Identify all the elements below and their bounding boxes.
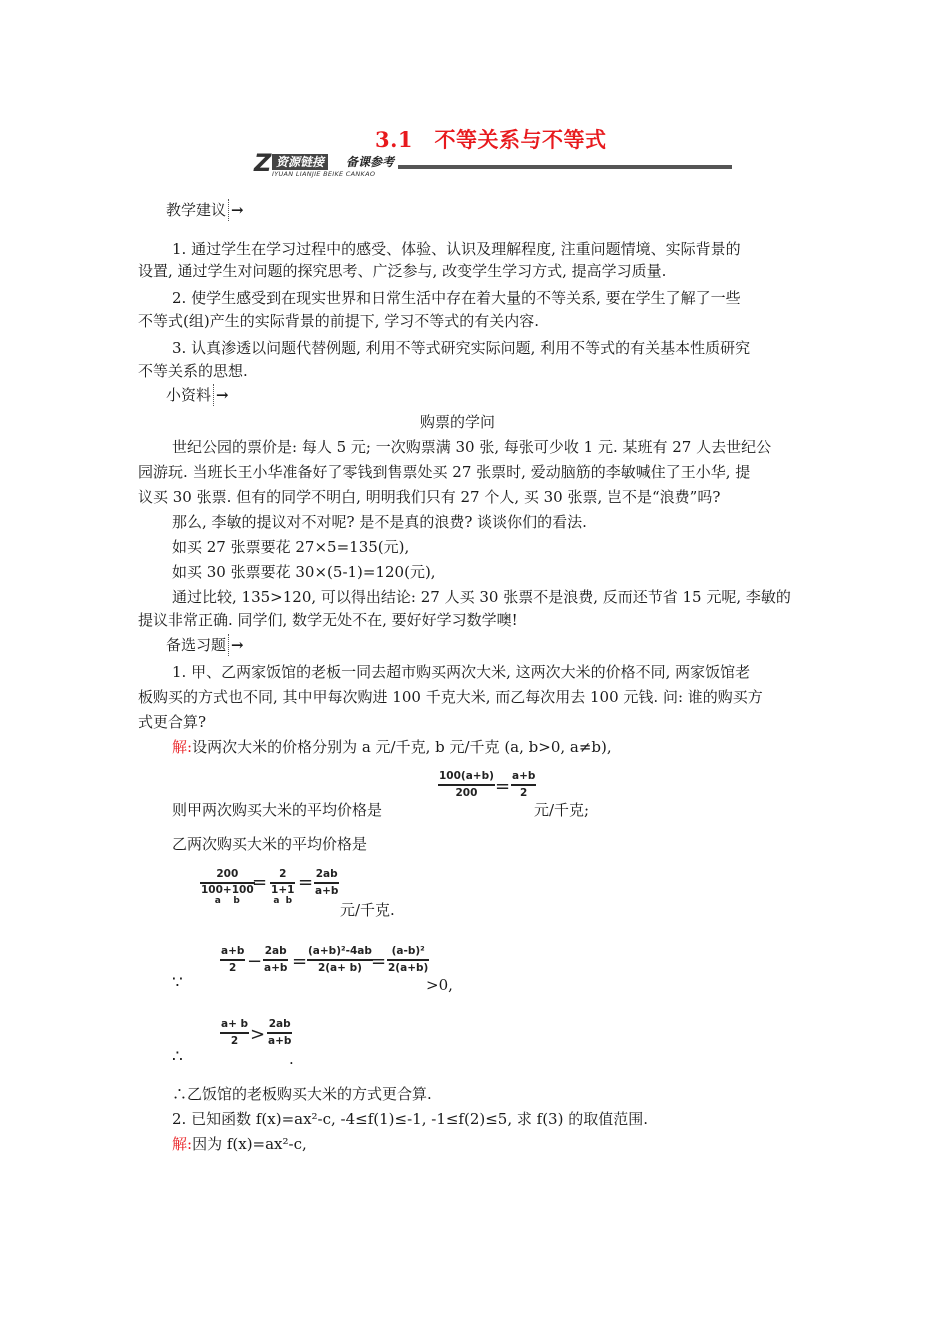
equals-sign: = [252, 872, 268, 893]
numerator: (a-b)² [391, 945, 425, 957]
problem-2: 2. 已知函数 f(x)=ax²-c, -4≤f(1)≤-1, -1≤f(2)≤5, 求 f(3) 的取值范围. [172, 1110, 648, 1128]
conclusion: ∴乙饭馆的老板购买大米的方式更合算. [172, 1085, 432, 1103]
problem-1-line: 1. 甲、乙两家饭馆的老板一同去超市购买两次大米, 这两次大米的价格不同, 两家饭馆老 [172, 663, 751, 681]
denominator: 2(a+ b) [317, 961, 362, 974]
denominator-vars [270, 896, 295, 906]
avg-price-jia: 则甲两次购买大米的平均价格是 [172, 801, 383, 819]
compound-fraction [270, 868, 295, 906]
info-line: 世纪公园的票价是: 每人 5 元; 一次购票满 30 张, 每张可少收 1 元. 某班有 27 人去世纪公 [172, 438, 772, 456]
teaching-item-3-line-1: 3. 认真渗透以问题代替例题, 利用不等式研究实际问题, 利用不等式的有关基本性质研究 [172, 339, 751, 357]
fraction [263, 945, 288, 975]
numerator: (a+b)²-4ab [308, 945, 372, 957]
part: 1 [287, 883, 295, 896]
banner-subtitle: IYUAN LIANJIE BEIKE CANKAO [272, 170, 376, 178]
problem-1-line: 板购买的方式也不同, 其中甲每次购进 100 千克大米, 而乙每次用去 100 元钱. 问: 谁的购买方 [138, 688, 763, 706]
equals-sign: = [298, 872, 314, 893]
banner-logo-letter: Z [254, 149, 272, 177]
compound-fraction [200, 868, 255, 906]
greater-than-sign: > [250, 1024, 266, 1045]
fraction [220, 945, 245, 975]
info-title: 购票的学问 [420, 413, 496, 431]
fraction-bar [220, 959, 245, 961]
arrow-icon: → [228, 199, 244, 221]
part: a [214, 895, 221, 906]
denominator: a+b [264, 961, 288, 974]
denominator: 2 [230, 1034, 239, 1047]
numerator: a+b [221, 945, 245, 957]
teaching-item-2-line-1: 2. 使学生感受到在现实世界和日常生活中存在着大量的不等关系, 要在学生了解了一些 [172, 289, 741, 307]
teaching-item-1-line-1: 1. 通过学生在学习过程中的感受、体验、认识及理解程度, 注重问题情境、实际背景的 [172, 240, 741, 258]
fraction-bar [387, 959, 429, 961]
part: b [285, 895, 293, 906]
section-banner [248, 151, 732, 177]
fraction-bar [511, 784, 536, 786]
denominator: a+b [268, 1034, 292, 1047]
solution-2-line-1 [172, 1133, 307, 1155]
numerator: 2ab [268, 1018, 291, 1030]
therefore-symbol: ∴ [172, 1047, 183, 1067]
arrow-icon: → [228, 634, 244, 656]
minus-sign: − [247, 951, 263, 972]
fraction [314, 868, 339, 898]
part: b [233, 895, 240, 906]
banner-rule [398, 165, 732, 169]
unit-label: 元/千克; [534, 801, 590, 819]
denominator: 2 [520, 786, 528, 799]
section-heading-exercises [166, 634, 244, 656]
section-label: 小资料 [166, 386, 212, 404]
info-line: 议买 30 张票. 但有的同学不明白, 明明我们只有 27 个人, 买 30 张票, 岂不是“浪费”吗? [138, 488, 721, 506]
greater-than-zero: >0, [426, 976, 453, 994]
numerator: 2 [279, 868, 287, 880]
denominator: 100+100 [201, 883, 254, 896]
problem-1-line: 式更合算? [138, 713, 207, 731]
teaching-item-3-line-2: 不等关系的思想. [138, 362, 248, 380]
solution-1-line-1 [172, 736, 612, 758]
numerator: 2ab [264, 945, 287, 957]
numerator: a+ b [221, 1018, 249, 1030]
solution-label: 解: [172, 1135, 193, 1153]
unit-label: 元/千克. [340, 901, 395, 919]
fraction-bar [314, 882, 339, 884]
period: . [289, 1050, 294, 1068]
part: 100 [201, 883, 223, 896]
section-heading-teaching [166, 199, 244, 221]
fraction [387, 945, 429, 975]
numerator: 200 [216, 868, 239, 880]
solution-text: 设两次大米的价格分别为 a 元/千克, b 元/千克 (a, b>0, a≠b), [192, 738, 612, 756]
numerator: 2ab [315, 868, 338, 880]
fraction-bar [263, 959, 288, 961]
denominator: 2(a+b) [388, 961, 429, 974]
info-line: 那么, 李敏的提议对不对呢? 是不是真的浪费? 谈谈你们的看法. [172, 513, 587, 531]
part: a [273, 895, 280, 906]
solution-text: 因为 f(x)=ax²-c, [192, 1135, 307, 1153]
arrow-icon: → [213, 384, 229, 406]
fraction [267, 1018, 292, 1048]
section-heading-info [166, 384, 229, 406]
fraction [438, 770, 495, 800]
part: 100 [231, 883, 254, 896]
fraction-bar [220, 1032, 249, 1034]
equals-sign: = [371, 951, 387, 972]
fraction-bar [307, 959, 373, 961]
info-line: 如买 27 张票要花 27×5=135(元), [172, 538, 410, 556]
info-line: 通过比较, 135>120, 可以得出结论: 27 人买 30 张票不是浪费, 反而还节省 15 元呢, 李敏的 [172, 588, 791, 606]
avg-price-yi: 乙两次购买大米的平均价格是 [172, 835, 368, 853]
equals-sign: = [495, 776, 511, 797]
because-symbol: ∵ [172, 973, 183, 993]
denominator: 2 [229, 961, 237, 974]
info-line: 提议非常正确. 同学们, 数学无处不在, 要好好学习数学噢! [138, 611, 518, 629]
denominator-vars [200, 896, 255, 906]
fraction-bar [267, 1032, 292, 1034]
fraction-bar [438, 784, 495, 786]
denominator: a+b [315, 884, 339, 897]
numerator: a+b [512, 770, 536, 782]
fraction [220, 1018, 249, 1048]
part: 1 [271, 883, 279, 896]
fraction [511, 770, 536, 800]
teaching-item-2-line-2: 不等式(组)产生的实际背景的前提下, 学习不等式的有关内容. [138, 312, 540, 330]
fraction [307, 945, 373, 975]
section-label: 备选习题 [166, 636, 227, 654]
equals-sign: = [292, 951, 308, 972]
info-line: 如买 30 张票要花 30×(5-1)=120(元), [172, 563, 436, 581]
banner-tag-second: 备课参考 [346, 155, 395, 169]
teaching-item-1-line-2: 设置, 通过学生对问题的探究思考、广泛参与, 改变学生学习方式, 提高学习质量. [138, 262, 667, 280]
section-label: 教学建议 [166, 201, 227, 219]
solution-label: 解: [172, 738, 193, 756]
denominator: 1+1 [271, 883, 295, 896]
numerator: 100(a+b) [439, 770, 494, 782]
info-line: 园游玩. 当班长王小华准备好了零钱到售票处买 27 张票时, 爱动脑筋的李敏喊住了王小华, 提 [138, 463, 751, 481]
banner-tag: 资源链接 [272, 154, 328, 170]
denominator: 200 [455, 786, 478, 799]
page-title: 3.1 不等关系与不等式 [375, 127, 607, 152]
